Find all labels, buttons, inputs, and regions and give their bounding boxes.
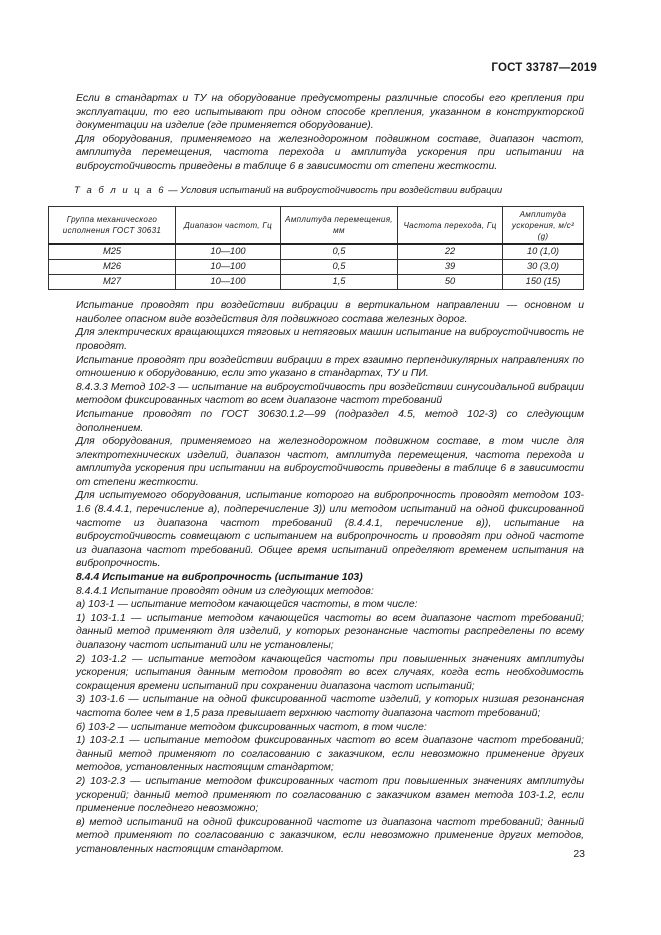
col-header-group: Группа механического исполнения ГОСТ 30631: [49, 207, 176, 245]
table-cell: М25: [49, 244, 176, 260]
paragraph: Для оборудования, применяемого на железнодорожном подвижном составе, диапазон частот, амплитуда перемещения, частота перехода и амплитуда ускорения при испытании на виброустойчивость приведены в таблице 6 в зависимости от степени жесткости.: [76, 133, 584, 172]
list-item: 2) 103-2.3 — испытание методом фиксированных частот при повышенных значениях амплитуды ускорений; данный метод применяют по согласованию с заказчиком взамен метода 103-1.2, если применение последнего невозможно;: [76, 775, 584, 815]
table-cell: 0,5: [281, 260, 398, 275]
paragraph: Для оборудования, применяемого на железнодорожном подвижном составе, в том числе для электротехнических изделий, диапазон частот, амплитуда перемещения, частота перехода и амплитуда ускорения при испытании на виброустойчивость приведены в таблице 6 в зависимости от степени жесткости.: [76, 436, 584, 488]
paragraph: Испытание проводят при воздействии вибрации в трех взаимно перпендикулярных направлениях по отношению к оборудованию, если это указано в стандартах, ТУ и ПИ.: [76, 354, 584, 380]
list-item: в) метод испытаний на одной фиксированной частоте из диапазона частот требований; данный метод применяют по согласованию с заказчиком, если невозможно применение других методов, установленных настоящим стандартом.: [76, 816, 584, 855]
section-heading: 8.4.4 Испытание на вибропрочность (испытание 103): [76, 572, 363, 584]
table-cell: 150 (15): [503, 275, 584, 290]
table-cell: 10—100: [176, 275, 281, 290]
table-caption-text: — Условия испытаний на виброустойчивость при воздействии вибрации: [165, 184, 503, 196]
list-item: 1) 103-2.1 — испытание методом фиксированных частот во всем диапазоне частот требований; данный метод применяют по согласованию с заказчиком, если невозможно применение других методов, установленных настоящим стандартом;: [76, 735, 584, 774]
page-body: [62, 92, 584, 857]
table-row: [49, 244, 584, 260]
table-row: [49, 260, 584, 275]
paragraph: Если в стандартах и ТУ на оборудование предусмотрены различные способы его крепления при эксплуатации, то его испытывают при одном способе крепления, указанном в конструкторской документации на изделие (где применяется оборудование).: [76, 93, 584, 132]
table-cell: 22: [398, 244, 503, 260]
page-number: 23: [573, 848, 585, 860]
table-cell: 30 (3,0): [503, 260, 584, 275]
list-item: 2) 103-1.2 — испытание методом качающейся частоты при повышенных значениях амплитуды ускорения; испытания данным методом проводят во всех случаях, когда есть необходимость сокращения времени испытаний при сохранении диапазона частот испытаний;: [76, 653, 584, 692]
paragraph: 8.4.4.1 Испытание проводят одним из следующих методов:: [76, 585, 374, 597]
list-item: а) 103-1 — испытание методом качающейся частоты, в том числе:: [76, 599, 418, 611]
table-cell: 10—100: [176, 260, 281, 275]
standard-header: ГОСТ 33787—2019: [491, 62, 597, 74]
paragraph: Испытание проводят по ГОСТ 30630.1.2—99 (подраздел 4.5, метод 102-3) со следующим дополнением.: [76, 408, 584, 434]
paragraph: Испытание проводят при воздействии вибрации в вертикальном направлении — основном и наиболее опасном виде воздействия для подвижного состава железных дорог.: [76, 300, 584, 325]
table-cell: М27: [49, 275, 176, 290]
table-caption-prefix: Т а б л и ц а 6: [74, 184, 166, 196]
paragraph: Для электрических вращающихся тяговых и нетяговых машин испытание на виброустойчивость не проводят.: [76, 327, 584, 352]
table-cell: 39: [398, 260, 503, 275]
col-header-acceleration: Амплитуда ускорения, м/с² (g): [503, 207, 584, 245]
paragraph: Для испытуемого оборудования, испытание которого на вибропрочность проводят методом 103-1.6 (8.4.4.1, перечисление а), подперечисление 3)) или методом испытаний на одной фиксированной частоте из диапазона частот требований (8.4.4.1, перечисление в)), испытание на виброустойчивость совмещают с испытанием на вибропрочность и проводят при одной частоте из диапазона частот требований. Общее время испытаний определяют временем испытания на вибропрочность.: [76, 490, 584, 570]
list-item: б) 103-2 — испытание методом фиксированных частот, в том числе:: [76, 721, 427, 733]
list-item: 1) 103-1.1 — испытание методом качающейся частоты во всем диапазоне частот требований; данный метод применяют для изделий, у которых резонансные частоты распределены по всему диапазону частот испытаний или не установлены;: [76, 612, 584, 651]
paragraph: 8.4.3.3 Метод 102-3 — испытание на виброустойчивость при воздействии синусоидальной вибрации методом фиксированных частот во всем диапазоне частот требований: [76, 381, 584, 407]
table-cell: 50: [398, 275, 503, 290]
col-header-crossover: Частота перехода, Гц: [398, 207, 503, 245]
col-header-frequency-range: Диапазон частот, Гц: [176, 207, 281, 245]
table-row: [49, 275, 584, 290]
col-header-displacement: Амплитуда перемещения, мм: [281, 207, 398, 245]
table-header-row: [49, 207, 584, 245]
table-cell: М26: [49, 260, 176, 275]
list-item: 3) 103-1.6 — испытание на одной фиксированной частоте изделий, у которых низшая резонансная частота более чем в 1,5 раза превышает верхнюю частоту диапазона частот требований;: [76, 694, 584, 719]
vibration-conditions-table: [48, 206, 584, 290]
table-caption: [74, 184, 584, 198]
table-cell: 0,5: [281, 244, 398, 260]
table-cell: 1,5: [281, 275, 398, 290]
table-cell: 10 (1,0): [503, 244, 584, 260]
table-cell: 10—100: [176, 244, 281, 260]
